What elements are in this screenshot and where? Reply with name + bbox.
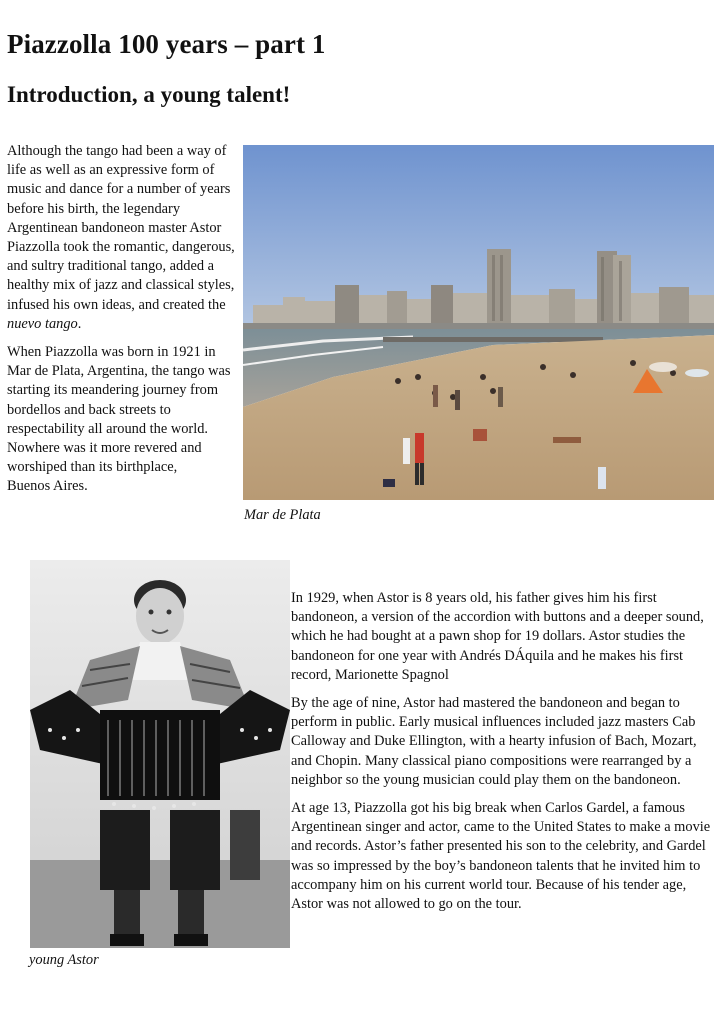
mar-de-plata-caption: Mar de Plata: [244, 507, 321, 523]
page-title: Piazzolla 100 years – part 1: [7, 29, 326, 59]
young-astor-caption: young Astor: [29, 952, 99, 968]
story-paragraph-3: At age 13, Piazzolla got his big break when Carlos Gardel, a famous Argentinean singer and actor, came to the United States to make a movie and records. Astor’s father presented his son to the celebrity, and Gardel was so impressed by the boy’s bandoneon talents that he invited him to accompany him on his current world tour. Because of his tender age, Astor was not allowed to go on the tour.: [291, 800, 711, 913]
story-paragraph-1: In 1929, when Astor is 8 years old, his father gives him his first bandoneon, a version of the accordion with buttons and a deeper sound, which he had bought at a pawn shop for 19 dollars. Astor studies the bandoneon for one year with Andrés DÁquila and he makes his first record, Marionette Spagnol: [291, 590, 704, 683]
intro-city: Buenos Aires.: [7, 478, 88, 495]
intro-paragraph-2: When Piazzolla was born in 1921 in Mar de Plata, Argentina, the tango was starting its meandering journey from bordellos and back streets to respectability all around the world. Nowhere was it more revered and worshiped than its birthplace, Buenos Aires.: [7, 344, 231, 495]
story-text: [291, 589, 719, 923]
story-paragraph-2: By the age of nine, Astor had mastered the bandoneon and began to perform in public. Early musical influences included jazz masters Cab Calloway and Duke Ellington, with a hearty infusion of Bach, Mozart, and Chopin. Many classical piano compositions were rearranged by a neighbor so the young musician could play them on the bandoneon.: [291, 695, 697, 788]
astor-illustration: [30, 560, 290, 948]
young-astor-photo: [30, 560, 290, 948]
intro-paragraph-1: Although the tango had been a way of life as well as an expressive form of music and dance for a number of years before his birth, the legendary Argentinean bandoneon master Astor Piazzolla took the romantic, dangerous, and sultry traditional tango, added a healthy mix of jazz and classical styles, infused his own ideas, and created the nuevo tango.: [7, 143, 235, 332]
intro-text: [7, 142, 241, 506]
mar-de-plata-photo: [243, 145, 714, 500]
page-subtitle: Introduction, a young talent!: [7, 82, 291, 107]
nuevo-tango-emphasis: nuevo tango: [7, 315, 78, 332]
beach-illustration: [243, 145, 714, 500]
